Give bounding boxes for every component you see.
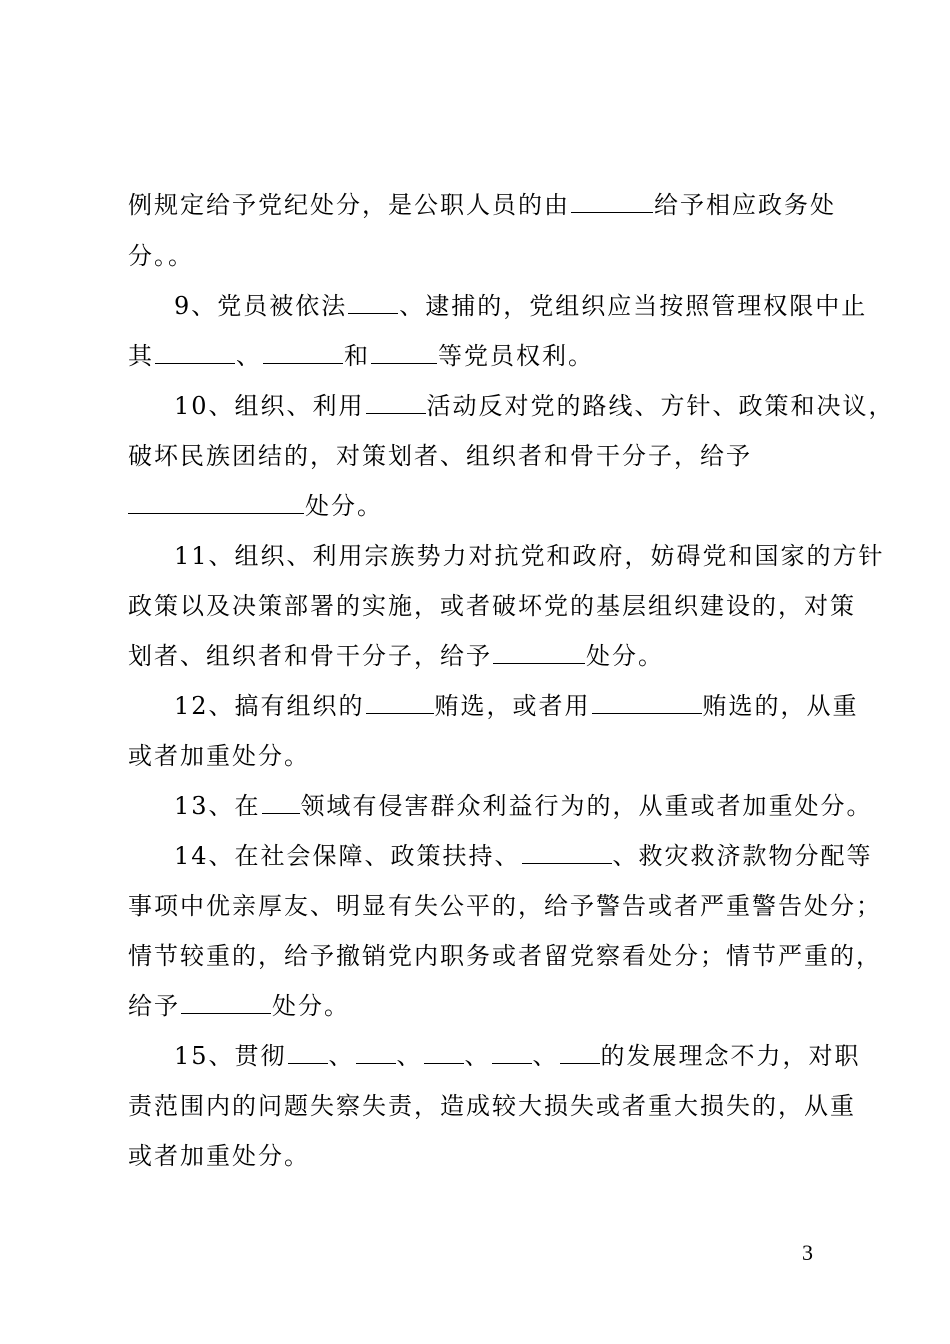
text-segment: 领域有侵害群众利益行为的，从重或者加重处分。 (300, 792, 873, 820)
text-segment: 11、组织、利用宗族势力对抗党和政府，妨碍党和国家的方针 (174, 542, 885, 570)
fill-blank (288, 1041, 328, 1064)
text-segment: 情节较重的，给予撤销党内职务或者留党察看处分；情节严重的， (128, 942, 882, 970)
text-segment: 活动反对党的路线、方针、政策和决议， (426, 392, 895, 420)
fill-blank (366, 691, 434, 714)
text-segment: 处分。 (305, 492, 383, 520)
text-line (174, 791, 873, 821)
text-segment: 等党员权利。 (438, 342, 594, 370)
fill-blank (371, 341, 437, 364)
text-line (128, 1141, 310, 1171)
fill-blank (571, 190, 653, 213)
text-line (128, 941, 882, 971)
text-segment: 事项中优亲厚友、明显有失公平的，给予警告或者严重警告处分； (128, 892, 882, 920)
text-segment: 、 (532, 1042, 559, 1070)
fill-blank (522, 841, 612, 864)
text-segment: 给予相应政务处 (654, 191, 836, 219)
fill-blank (155, 341, 235, 364)
text-segment: 分。。 (128, 242, 194, 270)
text-segment: 的发展理念不力，对职 (600, 1042, 861, 1070)
text-segment: 贿选的，从重 (702, 692, 859, 720)
text-segment: 、救灾救济款物分配等 (612, 842, 873, 870)
fill-blank (128, 491, 304, 514)
text-line (128, 891, 882, 921)
text-segment: 或者加重处分。 (128, 742, 310, 770)
text-segment: 、 (396, 1042, 423, 1070)
page-number: 3 (802, 1240, 813, 1265)
text-segment: 给予 (128, 992, 180, 1020)
text-line (128, 741, 310, 771)
text-segment: 和 (344, 342, 370, 370)
fill-blank (356, 1041, 396, 1064)
fill-blank (592, 691, 702, 714)
text-segment: 划者、组织者和骨干分子，给予 (128, 642, 492, 670)
fill-blank (348, 291, 398, 314)
text-line (174, 691, 859, 721)
text-line (128, 190, 836, 220)
text-line (128, 491, 383, 521)
text-segment: 、逮捕的，党组织应当按照管理权限中止 (399, 292, 868, 320)
text-line (128, 991, 350, 1021)
text-segment: 或者加重处分。 (128, 1142, 310, 1170)
text-segment: 处分。 (272, 992, 350, 1020)
text-segment: 贿选，或者用 (434, 692, 591, 720)
fill-blank (366, 391, 426, 414)
text-line (128, 641, 664, 671)
text-segment: 政策以及决策部署的实施，或者破坏党的基层组织建设的，对策 (128, 592, 856, 620)
fill-blank (424, 1041, 464, 1064)
text-segment: 、 (236, 342, 262, 370)
text-segment: 处分。 (586, 642, 664, 670)
text-segment: 其 (128, 342, 154, 370)
text-line (174, 391, 895, 421)
fill-blank (263, 341, 343, 364)
fill-blank (262, 791, 300, 814)
fill-blank (492, 1041, 532, 1064)
text-line (174, 291, 867, 321)
text-line (128, 341, 594, 371)
text-segment: 责范围内的问题失察失责，造成较大损失或者重大损失的，从重 (128, 1092, 856, 1120)
text-segment: 12、搞有组织的 (174, 692, 365, 720)
text-segment: 10、组织、利用 (174, 392, 365, 420)
fill-blank (493, 641, 585, 664)
text-segment: 15、贯彻 (174, 1042, 287, 1070)
text-line (128, 591, 856, 621)
text-segment: 、 (328, 1042, 355, 1070)
text-line (174, 1041, 861, 1071)
text-segment: 13、在 (174, 792, 261, 820)
fill-blank (560, 1041, 600, 1064)
text-line (128, 441, 752, 471)
text-segment: 14、在社会保障、政策扶持、 (174, 842, 521, 870)
text-line (128, 1091, 856, 1121)
text-segment: 例规定给予党纪处分，是公职人员的由 (128, 191, 570, 219)
text-segment: 破坏民族团结的，对策划者、组织者和骨干分子，给予 (128, 442, 752, 470)
text-line (174, 841, 873, 871)
text-segment: 、 (464, 1042, 491, 1070)
text-line (128, 241, 194, 271)
text-segment: 9、党员被依法 (174, 292, 348, 320)
fill-blank (181, 991, 271, 1014)
text-line (174, 541, 885, 571)
